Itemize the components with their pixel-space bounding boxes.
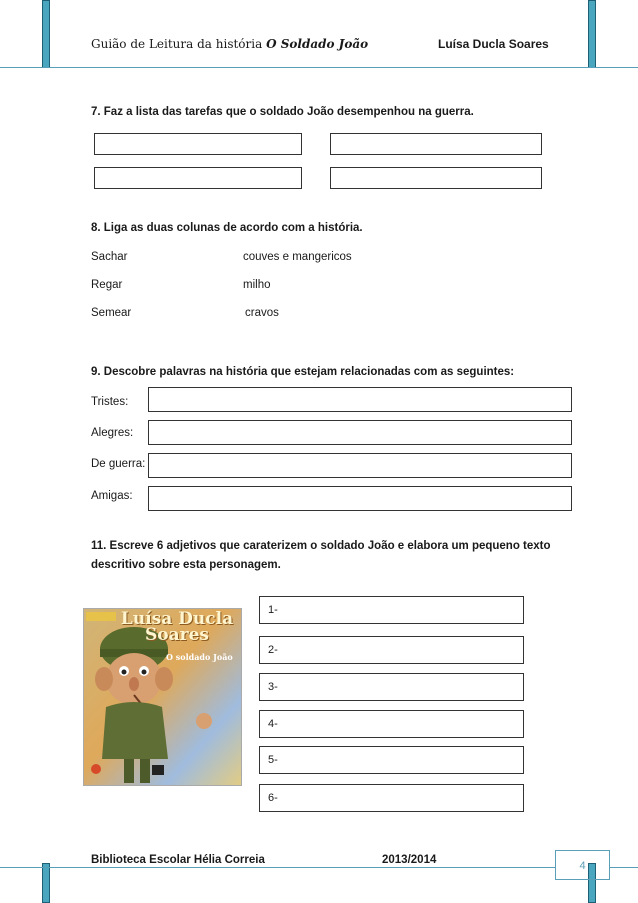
footer-library: Biblioteca Escolar Hélia Correia — [91, 854, 265, 866]
header-tab-left — [42, 0, 50, 68]
q9-field-amigas[interactable] — [148, 486, 572, 511]
cover-title: O soldado João — [166, 652, 233, 662]
q9-label-amigas: Amigas: — [91, 490, 133, 502]
q8-left-item: Semear — [91, 307, 132, 319]
q9-field-tristes[interactable] — [148, 387, 572, 412]
q8-left-item: Sachar — [91, 251, 128, 263]
footer-rule-left — [0, 867, 555, 868]
question-7-title: 7. Faz a lista das tarefas que o soldado João desempenhou na guerra. — [91, 106, 474, 118]
footer-rule-right — [610, 867, 638, 868]
q9-field-alegres[interactable] — [148, 420, 572, 445]
question-9-title: 9. Descobre palavras na história que estejam relacionadas com as seguintes: — [91, 366, 515, 378]
footer-tab-left — [42, 863, 50, 903]
question-11-title-line-1: 11. Escreve 6 adjetivos que caraterizem o soldado João e elabora um pequeno texto — [91, 540, 551, 552]
question-8-title: 8. Liga as duas colunas de acordo com a história. — [91, 222, 363, 234]
q7-answer-field-1[interactable] — [94, 133, 302, 155]
adjective-field-4[interactable]: 4- — [259, 710, 524, 738]
q9-label-tristes: Tristes: — [91, 396, 129, 408]
q8-left-item: Regar — [91, 279, 123, 291]
q7-answer-field-2[interactable] — [330, 133, 542, 155]
header-tab-right — [588, 0, 596, 68]
book-cover-image — [83, 608, 242, 786]
q8-right-item: cravos — [245, 307, 279, 319]
q8-right-item: milho — [243, 279, 271, 291]
q8-right-item: couves e mangericos — [243, 251, 352, 263]
q9-label-alegres: Alegres: — [91, 427, 134, 439]
q9-field-guerra[interactable] — [148, 453, 572, 478]
page-number: 4 — [555, 850, 610, 880]
q9-label-guerra: De guerra: — [91, 458, 146, 470]
header-title — [91, 37, 368, 51]
q7-answer-field-4[interactable] — [330, 167, 542, 189]
cover-author: Luísa Ducla Soares — [120, 609, 234, 645]
header-author: Luísa Ducla Soares — [438, 37, 549, 51]
question-11-title-line-2: descritivo sobre esta personagem. — [91, 559, 281, 571]
header-rule — [0, 67, 638, 68]
adjective-field-3[interactable]: 3- — [259, 673, 524, 701]
adjective-field-2[interactable]: 2- — [259, 636, 524, 664]
header-title-prefix: Guião de Leitura da história — [91, 37, 267, 51]
adjective-field-1[interactable]: 1- — [259, 596, 524, 624]
footer-year: 2013/2014 — [382, 854, 437, 866]
adjective-field-5[interactable]: 5- — [259, 746, 524, 774]
header-book-title: O Soldado João — [266, 37, 369, 51]
adjective-field-6[interactable]: 6- — [259, 784, 524, 812]
q7-answer-field-3[interactable] — [94, 167, 302, 189]
